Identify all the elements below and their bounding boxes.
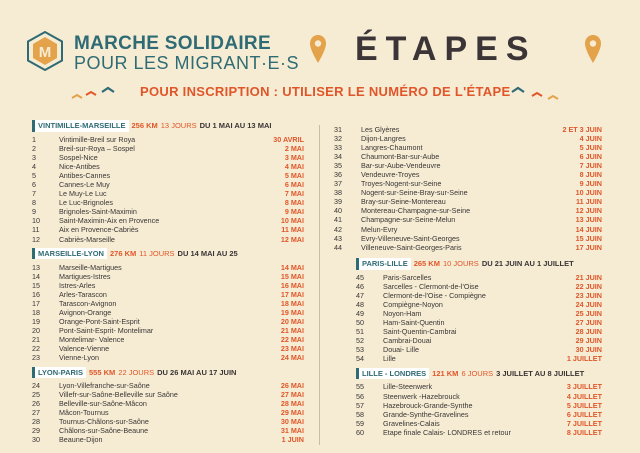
- stage-name: Pont-Saint-Esprit- Montelimar: [59, 325, 154, 335]
- stage-row: [32, 335, 304, 344]
- stage-row: [32, 353, 304, 362]
- stage-name: Cabriès-Marseille: [59, 234, 115, 244]
- stage-date: 6 JUIN: [579, 152, 602, 162]
- stage-name: Langres-Chaumont: [361, 143, 423, 153]
- stage-name: Noyon-Ham: [383, 309, 422, 319]
- stage-name: Marseille-Martigues: [59, 262, 122, 272]
- stage-number: 1: [32, 135, 36, 144]
- stage-name: Bar-sur-Aube-Vendeuvre: [361, 161, 441, 171]
- stage-row: [32, 281, 304, 290]
- stage-number: 41: [334, 215, 342, 225]
- stage-date: 1 JUILLET: [566, 354, 602, 364]
- route-days: 11 JOURS: [139, 249, 175, 259]
- stage-row: [32, 207, 304, 216]
- stage-date: 22 JUIN: [575, 282, 602, 292]
- stage-row: [32, 390, 304, 399]
- stage-number: 54: [356, 354, 364, 364]
- stage-name: Tarascon-Avignon: [59, 298, 117, 308]
- stage-date: 8 MAI: [284, 198, 304, 208]
- stage-number: 46: [356, 282, 364, 292]
- stage-number: 56: [356, 391, 364, 401]
- stage-name: Orange-Pont-Saint-Esprit: [59, 316, 140, 326]
- map-pin-icon: [584, 34, 602, 64]
- stage-name: Breil-sur-Roya – Sospel: [59, 144, 135, 154]
- stage-name: Villeneuve-Saint-Georges-Paris: [361, 242, 462, 252]
- stage-name: Vintimille-Breil sur Roya: [59, 135, 136, 144]
- stage-name: Istres-Arles: [59, 280, 96, 290]
- stage-number: 21: [32, 334, 40, 344]
- section-header: [32, 120, 304, 132]
- stage-name: Lyon-Villefranche-sur-Saône: [59, 381, 150, 391]
- stage-date: 11 JUIN: [576, 197, 602, 207]
- stage-date: 27 JUIN: [575, 318, 602, 328]
- route-period: DU 26 MAI AU 17 JUIN: [157, 367, 237, 377]
- stage-name: Montereau-Champagne-sur-Seine: [361, 206, 471, 216]
- stage-date: 8 JUILLET: [566, 427, 602, 437]
- stage-number: 39: [334, 197, 342, 207]
- stage-number: 60: [356, 427, 364, 437]
- stage-number: 58: [356, 409, 364, 419]
- stage-row: [334, 161, 602, 170]
- stage-number: 17: [32, 298, 40, 308]
- stage-number: 32: [334, 134, 342, 144]
- stage-number: 10: [32, 216, 40, 226]
- stage-name: Le Luc-Brignoles: [59, 198, 113, 208]
- stage-number: 43: [334, 233, 342, 243]
- stage-name: Beaune-Dijon: [59, 435, 103, 445]
- page-title: ÉTAPES: [355, 30, 537, 68]
- stage-name: Cambrai-Douai: [383, 336, 432, 346]
- map-pin-icon: [309, 34, 327, 64]
- stage-date: 27 MAI: [280, 390, 304, 400]
- stage-number: 12: [32, 234, 40, 244]
- stage-row: [334, 152, 602, 161]
- stage-row: [32, 180, 304, 189]
- stage-date: 9 MAI: [284, 207, 304, 217]
- stage-date: 5 JUILLET: [566, 400, 602, 410]
- brand-line-2: POUR LES MIGRANT·E·S: [74, 53, 300, 73]
- stage-row: [32, 317, 304, 326]
- stage-date: 1 JUIN: [281, 435, 304, 445]
- stage-row: [356, 327, 602, 336]
- route-distance: 256 KM: [131, 121, 158, 131]
- route-period: DU 1 MAI AU 13 MAI: [199, 121, 272, 131]
- stage-row: [32, 171, 304, 180]
- stage-number: 42: [334, 224, 342, 234]
- route-distance: 121 KM: [432, 368, 459, 378]
- right-column-bottom: [356, 254, 602, 437]
- stage-date: 9 JUIN: [579, 179, 602, 189]
- route-distance: 555 KM: [89, 367, 116, 377]
- stage-date: 4 JUILLET: [566, 391, 602, 401]
- stage-name: Steenwerk -Hazebrouck: [383, 391, 460, 401]
- stage-date: 2 MAI: [284, 144, 304, 154]
- stage-number: 33: [334, 143, 342, 153]
- route-name: VINTIMILLE-MARSEILLE: [32, 120, 129, 131]
- stage-date: 10 MAI: [280, 216, 304, 226]
- stage-row: [334, 134, 602, 143]
- stage-name: Belleville-sur-Saône-Mâcon: [59, 399, 147, 409]
- stage-row: [32, 272, 304, 281]
- route-days: 13 JOURS: [160, 121, 197, 131]
- stage-date: 25 JUIN: [575, 309, 602, 319]
- registration-instruction: POUR INSCRIPTION : UTILISER LE NUMÉRO DE L'ÉTAPE: [140, 84, 511, 99]
- stage-row: [32, 225, 304, 234]
- section-header: [32, 366, 304, 378]
- stage-number: 18: [32, 307, 40, 317]
- stage-row: [334, 234, 602, 243]
- stage-row: [32, 417, 304, 426]
- stage-name: Tournus-Châlons-sur-Saône: [59, 417, 149, 427]
- stage-number: 4: [32, 162, 36, 172]
- stage-date: 5 JUIN: [579, 143, 602, 153]
- stage-name: Chaumont-Bar-sur-Aube: [361, 152, 440, 162]
- stage-row: [32, 144, 304, 153]
- stage-number: 34: [334, 152, 342, 162]
- stage-number: 45: [356, 273, 364, 282]
- stage-name: Melun-Evry: [361, 224, 398, 234]
- stage-name: Saint-Maximin-Aix en Provence: [59, 216, 160, 226]
- stage-number: 24: [32, 381, 40, 391]
- stage-row: [356, 382, 602, 391]
- stage-date: 11 MAI: [281, 225, 304, 235]
- stage-row: [356, 410, 602, 419]
- stage-name: Aix en Provence-Cabriès: [59, 225, 139, 235]
- stage-date: 22 MAI: [280, 334, 304, 344]
- stage-number: 2: [32, 144, 36, 154]
- svg-text:M: M: [38, 44, 52, 61]
- stage-name: Les Glyères: [361, 125, 400, 134]
- stage-number: 57: [356, 400, 364, 410]
- stage-number: 31: [334, 125, 342, 134]
- stage-row: [32, 162, 304, 171]
- stage-number: 9: [32, 207, 36, 217]
- stage-name: Cannes-Le Muy: [59, 180, 110, 190]
- stage-number: 5: [32, 171, 36, 181]
- stage-name: Douai- Lille: [383, 345, 419, 355]
- stage-date: 5 MAI: [284, 171, 304, 181]
- stage-number: 59: [356, 418, 364, 428]
- stage-row: [356, 336, 602, 345]
- stage-number: 25: [32, 390, 40, 400]
- stage-row: [356, 428, 602, 437]
- section-header: [356, 258, 602, 270]
- stage-number: 3: [32, 153, 36, 163]
- stage-date: 23 MAI: [280, 343, 304, 353]
- stage-name: Grande-Synthe-Gravelines: [383, 409, 469, 419]
- stage-row: [356, 318, 602, 327]
- stage-date: 18 MAI: [280, 298, 304, 308]
- stage-date: 31 MAI: [280, 426, 304, 436]
- stage-row: [32, 290, 304, 299]
- stage-row: [334, 179, 602, 188]
- route-name: LYON-PARIS: [32, 367, 86, 378]
- stage-name: Sospel-Nice: [59, 153, 98, 163]
- stage-row: [32, 426, 304, 435]
- stage-date: 29 JUIN: [575, 336, 602, 346]
- stage-row: [334, 206, 602, 215]
- stage-date: 12 MAI: [280, 234, 304, 244]
- route-distance: 265 KM: [413, 259, 440, 269]
- stage-number: 13: [32, 262, 40, 272]
- stage-row: [32, 344, 304, 353]
- route-distance: 276 KM: [109, 249, 137, 259]
- stage-name: Vienne-Lyon: [59, 353, 99, 363]
- stage-name: Dijon-Langres: [361, 134, 406, 144]
- stage-date: 23 JUIN: [575, 291, 602, 301]
- stage-row: [356, 419, 602, 428]
- stage-date: 14 JUIN: [575, 224, 602, 234]
- stage-date: 7 MAI: [284, 189, 304, 199]
- stage-date: 21 MAI: [280, 325, 304, 335]
- stage-name: Champagne-sur-Seine-Melun: [361, 215, 456, 225]
- stage-date: 30 JUIN: [575, 345, 602, 355]
- stage-name: Avignon-Orange: [59, 307, 112, 317]
- column-divider: [319, 125, 320, 445]
- stage-date: 7 JUIN: [579, 161, 602, 171]
- stage-name: Troyes-Nogent-sur-Seine: [361, 179, 442, 189]
- stage-name: Hazebrouck-Grande-Synthe: [383, 400, 473, 410]
- right-column-top: [334, 125, 602, 252]
- stage-name: Evry-Villeneuve-Saint-Georges: [361, 233, 460, 243]
- logo-m-icon: [27, 31, 63, 71]
- route-days: 10 JOURS: [442, 259, 479, 269]
- bird-icon: [508, 86, 564, 104]
- stage-row: [32, 235, 304, 244]
- route-period: DU 21 JUIN AU 1 JUILLET: [481, 259, 574, 269]
- stage-number: 48: [356, 300, 364, 310]
- stage-number: 22: [32, 343, 40, 353]
- stage-name: Ham-Saint-Quentin: [383, 318, 445, 328]
- stage-row: [32, 153, 304, 162]
- stage-number: 53: [356, 345, 364, 355]
- stage-name: Montelimar- Valence: [59, 334, 125, 344]
- stage-number: 50: [356, 318, 364, 328]
- route-name: MARSEILLE-LYON: [32, 248, 107, 259]
- stage-row: [356, 354, 602, 363]
- stage-row: [32, 299, 304, 308]
- stage-name: Châlons-sur-Saône-Beaune: [59, 426, 149, 436]
- stage-name: Etape finale Calais- LONDRES et retour: [383, 427, 511, 437]
- stage-name: Clermont-de-l'Oise - Compiègne: [383, 291, 486, 301]
- stage-number: 6: [32, 180, 36, 190]
- stage-number: 26: [32, 399, 40, 409]
- stage-number: 38: [334, 188, 342, 198]
- stage-name: Nogent-sur-Seine-Bray-sur-Seine: [361, 188, 468, 198]
- route-days: 22 JOURS: [118, 367, 155, 377]
- stage-number: 49: [356, 309, 364, 319]
- stage-name: Le Muy-Le Luc: [59, 189, 107, 199]
- section-header: [32, 248, 304, 260]
- left-column: [32, 116, 304, 444]
- stage-name: Lille-Steenwerk: [383, 382, 433, 392]
- header: [0, 0, 640, 118]
- bird-icon: [70, 86, 126, 104]
- stage-number: 27: [32, 408, 40, 418]
- stage-row: [32, 135, 304, 144]
- stage-number: 14: [32, 271, 40, 281]
- stage-date: 29 MAI: [280, 408, 304, 418]
- stage-date: 17 JUIN: [575, 242, 602, 252]
- stage-name: Antibes-Cannes: [59, 171, 111, 181]
- stage-row: [334, 215, 602, 224]
- stage-row: [356, 291, 602, 300]
- stage-row: [32, 263, 304, 272]
- stage-date: 15 MAI: [280, 271, 304, 281]
- stage-number: 28: [32, 417, 40, 427]
- stage-name: Sarcelles - Clermont-de-l'Oise: [383, 282, 479, 292]
- stage-row: [356, 273, 602, 282]
- stage-row: [356, 401, 602, 410]
- stage-date: 16 MAI: [280, 280, 304, 290]
- stage-number: 52: [356, 336, 364, 346]
- stage-date: 15 JUIN: [575, 233, 602, 243]
- stage-date: 7 JUILLET: [566, 418, 602, 428]
- stage-row: [334, 243, 602, 252]
- route-period: 3 JUILLET AU 8 JUILLET: [496, 368, 585, 378]
- stage-row: [356, 282, 602, 291]
- stage-date: 28 MAI: [280, 399, 304, 409]
- stage-number: 29: [32, 426, 40, 436]
- stage-date: 6 JUILLET: [566, 409, 602, 419]
- stage-date: 20 MAI: [280, 316, 304, 326]
- stage-row: [334, 225, 602, 234]
- stage-name: Martigues-Istres: [59, 271, 111, 281]
- stage-date: 12 JUIN: [575, 206, 602, 216]
- stage-name: Paris-Sarcelles: [383, 273, 432, 282]
- stage-number: 20: [32, 325, 40, 335]
- stage-date: 6 MAI: [284, 180, 304, 190]
- stage-name: Villefr-sur-Saône-Belleville sur Saône: [59, 390, 178, 400]
- stage-date: 10 JUIN: [575, 188, 602, 198]
- stage-row: [32, 198, 304, 207]
- stage-row: [334, 197, 602, 206]
- stage-number: 30: [32, 435, 40, 445]
- stage-number: 55: [356, 382, 364, 392]
- stage-date: 24 MAI: [280, 353, 304, 363]
- stage-number: 15: [32, 280, 40, 290]
- stage-name: Saint-Quentin-Cambrai: [383, 327, 457, 337]
- stage-row: [32, 381, 304, 390]
- stage-row: [32, 216, 304, 225]
- stage-name: Arles-Tarascon: [59, 289, 107, 299]
- stage-number: 19: [32, 316, 40, 326]
- stage-name: Lille: [383, 354, 396, 364]
- stage-number: 35: [334, 161, 342, 171]
- stage-row: [32, 399, 304, 408]
- stage-number: 8: [32, 198, 36, 208]
- stage-row: [32, 189, 304, 198]
- stage-name: Brignoles-Saint-Maximin: [59, 207, 137, 217]
- stage-date: 30 MAI: [280, 417, 304, 427]
- stage-name: Nice-Antibes: [59, 162, 100, 172]
- stage-name: Bray-sur-Seine-Montereau: [361, 197, 446, 207]
- stage-row: [334, 143, 602, 152]
- stage-date: 8 JUIN: [579, 170, 602, 180]
- stage-date: 2 ET 3 JUIN: [562, 125, 602, 134]
- stage-number: 11: [32, 225, 40, 235]
- stage-row: [32, 308, 304, 317]
- brand-line-1: MARCHE SOLIDAIRE: [74, 33, 271, 54]
- stage-date: 4 MAI: [284, 162, 304, 172]
- stage-row: [356, 309, 602, 318]
- route-days: 6 JOURS: [461, 368, 494, 378]
- stage-name: Gravelines-Calais: [383, 418, 440, 428]
- stage-row: [334, 188, 602, 197]
- stage-name: Vendeuvre-Troyes: [361, 170, 420, 180]
- stage-date: 4 JUIN: [579, 134, 602, 144]
- stage-number: 37: [334, 179, 342, 189]
- stage-date: 26 MAI: [280, 381, 304, 391]
- stage-name: Valence-Vienne: [59, 343, 110, 353]
- stage-number: 23: [32, 353, 40, 363]
- stage-name: Mâcon-Tournus: [59, 408, 109, 418]
- stage-date: 3 MAI: [284, 153, 304, 163]
- stage-date: 17 MAI: [280, 289, 304, 299]
- stage-number: 36: [334, 170, 342, 180]
- stage-date: 24 JUIN: [575, 300, 602, 310]
- stage-row: [356, 345, 602, 354]
- stage-row: [32, 326, 304, 335]
- stage-date: 14 MAI: [280, 262, 304, 272]
- stage-number: 7: [32, 189, 36, 199]
- stage-date: 3 JUILLET: [566, 382, 602, 392]
- stage-row: [334, 170, 602, 179]
- stage-row: [334, 125, 602, 134]
- stage-name: Compiègne-Noyon: [383, 300, 443, 310]
- stage-row: [32, 435, 304, 444]
- section-header: [356, 367, 602, 379]
- stage-number: 44: [334, 242, 342, 252]
- stage-number: 16: [32, 289, 40, 299]
- route-name: LILLE - LONDRES: [356, 368, 429, 379]
- stage-date: 21 JUIN: [575, 273, 602, 282]
- stage-number: 47: [356, 291, 364, 301]
- stage-number: 40: [334, 206, 342, 216]
- stage-date: 19 MAI: [280, 307, 304, 317]
- stage-row: [356, 392, 602, 401]
- stage-date: 28 JUIN: [575, 327, 602, 337]
- stage-row: [32, 408, 304, 417]
- stage-date: 13 JUIN: [575, 215, 602, 225]
- route-name: PARIS-LILLE: [356, 258, 411, 269]
- stage-row: [356, 300, 602, 309]
- route-period: DU 14 MAI AU 25: [177, 249, 238, 259]
- stage-date: 30 AVRIL: [273, 135, 304, 144]
- stage-number: 51: [356, 327, 364, 337]
